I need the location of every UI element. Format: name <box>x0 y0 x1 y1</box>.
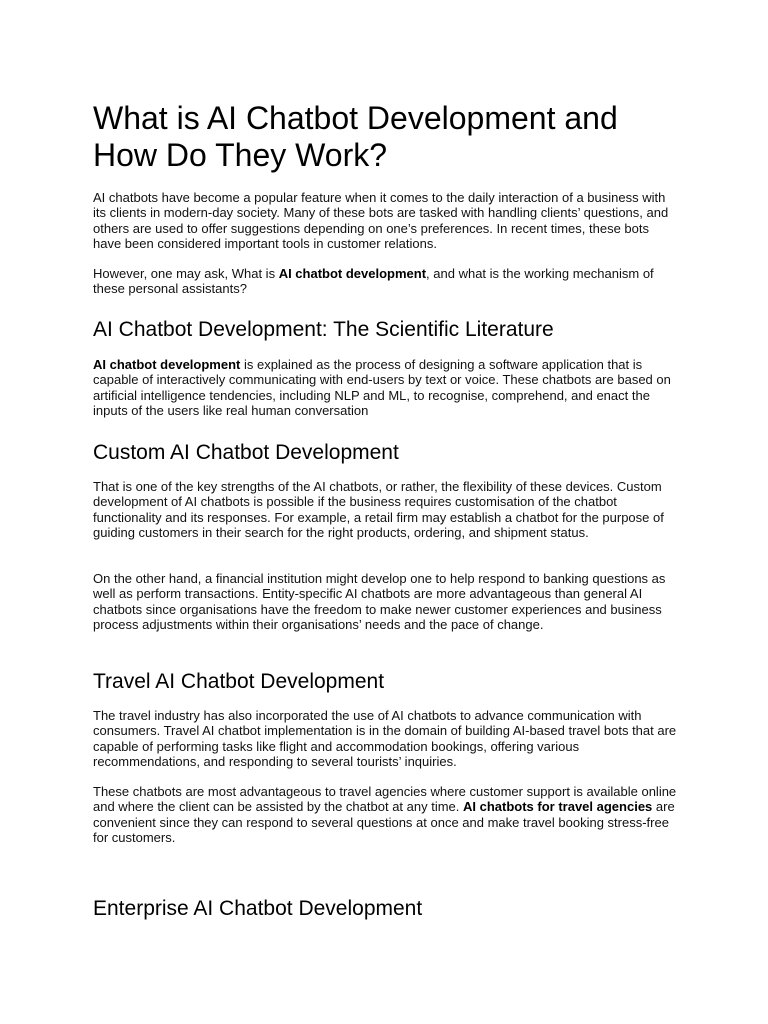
travel-p2-text-after: are convenient since they can respond to several questions at once and make travel booking stress-free for customers. <box>93 799 675 845</box>
heading-travel-chatbot: Travel AI Chatbot Development <box>93 670 385 693</box>
heading-scientific-literature: AI Chatbot Development: The Scientific Literature <box>93 318 554 341</box>
heading-custom-chatbot: Custom AI Chatbot Development <box>93 441 399 464</box>
travel-p2-bold-term: AI chatbots for travel agencies <box>463 799 653 815</box>
intro-p2-text-after: , and what is the working mechanism of these personal assistants? <box>93 266 654 297</box>
intro-paragraph-1: AI chatbots have become a popular feature when it comes to the daily interaction of a business with its clients in modern-day society. Many of these bots are tasked with handling clients’ questions, and others are used to offer suggestions depending on one’s preferences. In recent times, these bots have been considered important tools in customer relations. <box>93 190 669 251</box>
literature-p1-bold-term: AI chatbot development <box>93 357 241 372</box>
literature-paragraph-1 <box>93 357 679 418</box>
custom-paragraph-1: That is one of the key strengths of the AI chatbots, or rather, the flexibility of these devices. Custom development of AI chatbots is possible if the business requires customisation of the chatbot functionality and its responses. For example, a retail firm may establish a chatbot for the purpose of guiding customers in their search for the right products, ordering, and shipment status. <box>93 479 664 540</box>
intro-paragraph-2 <box>93 266 679 297</box>
intro-p2-bold-term: AI chatbot development <box>278 266 427 281</box>
travel-paragraph-2 <box>93 784 679 845</box>
heading-enterprise-chatbot: Enterprise AI Chatbot Development <box>93 897 423 920</box>
travel-p2-text-before: These chatbots are most advantageous to travel agencies where customer support is available online and where the client can be assisted by the chatbot at any time. <box>93 784 677 815</box>
custom-paragraph-2: On the other hand, a financial institution might develop one to help respond to banking questions as well as perform transactions. Entity-specific AI chatbots are more advantageous than general AI chatbots since organisations have the freedom to make newer customer experiences and business process adjustments within their organisations’ needs and the pace of change. <box>93 571 666 632</box>
literature-p1-text: is explained as the process of designing a software application that is capable of interactively communicating with end-users by text or voice. These chatbots are based on artificial intelligence tendencies, including NLP and ML, to recognise, comprehend, and enact the inputs of the users like real human conversation <box>93 357 671 418</box>
page-title: What is AI Chatbot Development and How Do They Work? <box>93 100 618 173</box>
intro-p2-text-before: However, one may ask, What is <box>93 266 279 281</box>
travel-paragraph-1: The travel industry has also incorporated the use of AI chatbots to advance communication with consumers. Travel AI chatbot implementation is in the domain of building AI-based travel bots that are capable of performing tasks like flight and accommodation bookings, offering various recommendations, and responding to several tourists’ inquiries. <box>93 708 677 769</box>
